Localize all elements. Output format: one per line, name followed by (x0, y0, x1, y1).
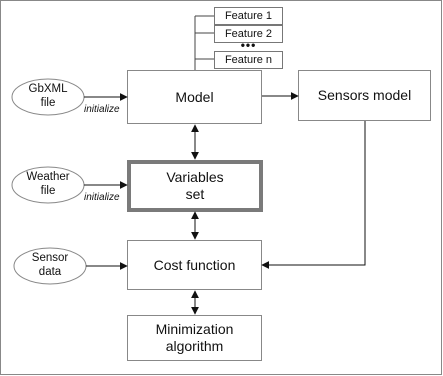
feature-2-label: Feature 2 (224, 27, 273, 40)
weather-label: Weather file (26, 171, 70, 197)
sensors-to-cost-arrow (262, 121, 365, 265)
weather-initialize-label: initialize (84, 192, 120, 204)
model-label: Model (175, 88, 214, 105)
sensors-model-label: Sensors model (317, 87, 412, 104)
gbxml-initialize-label: initialize (84, 104, 120, 116)
cost-function-label: Cost function (153, 256, 236, 273)
feature-1-label: Feature 1 (224, 9, 273, 22)
feature-connector (195, 16, 214, 70)
sensor-data-label: Sensor data (31, 252, 69, 278)
feature-n-label: Feature n (224, 53, 273, 66)
minimization-label: Minimization algorithm (155, 321, 234, 354)
feature-ellipsis: ••• (240, 37, 257, 52)
variables-set-label: Variables set (166, 169, 224, 202)
gbxml-label: GbXML file (28, 83, 68, 109)
